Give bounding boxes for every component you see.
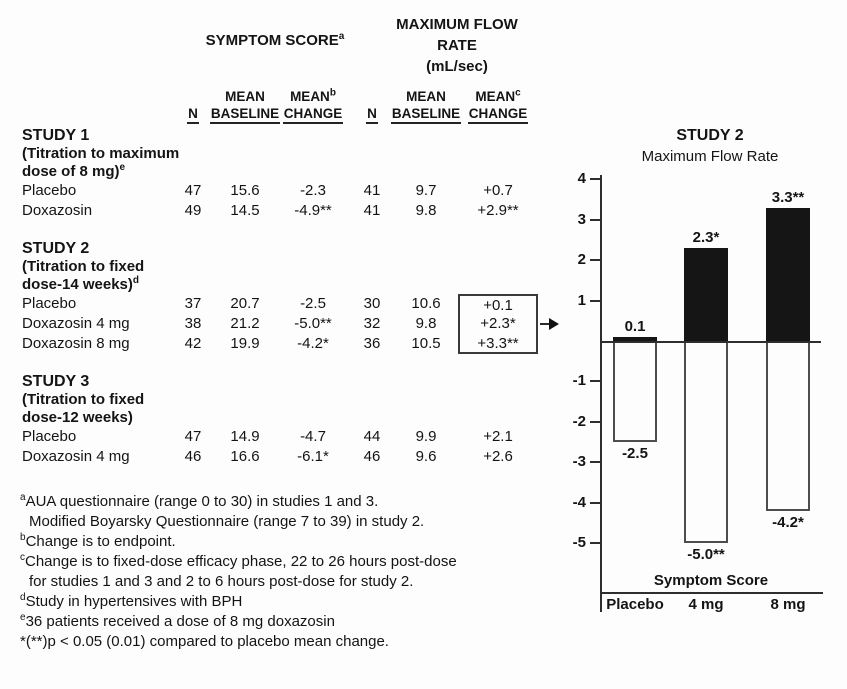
table-value: 10.6 [411, 295, 441, 312]
x-axis-line [600, 592, 823, 594]
y-tick-mark [590, 178, 600, 180]
table-value: -2.3 [300, 182, 326, 199]
col-header-top: MEAN [406, 89, 446, 104]
row-label: Placebo [22, 295, 77, 312]
symptom-score-group-header [185, 32, 365, 49]
bar-flow-label-2: 3.3** [771, 188, 805, 206]
footnote-a: $^a$AUA questionnaire (range 0 to 30) in studies 1 and 3. Modified Boyarsky Questionnaire (range 7 to 39) in study 2. [20, 492, 425, 530]
col-header-4 [391, 88, 461, 123]
table-value: +2.3* [458, 314, 538, 334]
col-header-underlined-text: CHANGE [283, 106, 344, 124]
study-subtitle-line: dose-14 weeks)$^d$ [22, 275, 139, 293]
bar-symptom-label-1: -5.0** [687, 546, 725, 563]
study-subtitle-line: (Titration to fixed [22, 258, 145, 275]
table-value: +2.1 [483, 428, 513, 445]
bar-flow-label-1: 2.3* [692, 229, 720, 247]
study-footnote-sup: e [119, 162, 126, 173]
study-subtitle-line: dose-12 weeks) [22, 409, 133, 426]
study-heading [22, 372, 538, 427]
table-value: -6.1* [297, 448, 329, 465]
efficacy-table [22, 88, 538, 467]
col-header-bottom [283, 105, 344, 122]
study-footnote-sup: d [132, 275, 139, 286]
category-label-0: Placebo [606, 596, 664, 613]
table-value: 38 [184, 315, 202, 332]
bar-symptom-label-0: -2.5 [622, 445, 648, 462]
y-tick-mark [590, 542, 600, 544]
table-value: +2.9** [477, 202, 519, 219]
col-header-3 [350, 88, 394, 123]
col-header-top: MEAN [225, 89, 265, 104]
study-heading [22, 239, 538, 294]
table-value: -4.9** [294, 202, 332, 219]
max-flow-line-2: RATE [437, 37, 477, 54]
study-subtitle-line: (Titration to maximum [22, 145, 180, 162]
table-value: -5.0** [294, 315, 332, 332]
y-tick-mark [590, 421, 600, 423]
col-header-spacer [22, 88, 172, 123]
footnote-b: $^b$Change is to endpoint. [20, 532, 176, 550]
table-value: 20.7 [230, 295, 260, 312]
row-label: Doxazosin [22, 202, 93, 219]
table-value: 9.8 [415, 202, 437, 219]
row-label: Doxazosin 8 mg [22, 335, 130, 352]
bar-symptom-1 [684, 341, 728, 543]
table-value: 32 [363, 315, 381, 332]
y-tick-mark [590, 300, 600, 302]
col-header-bottom [187, 105, 199, 122]
y-tick-mark [590, 380, 600, 382]
table-value: 30 [363, 295, 381, 312]
table-value: 14.9 [230, 428, 260, 445]
category-label-1: 4 mg [688, 596, 724, 613]
bar-flow-1 [684, 248, 728, 341]
col-header-5 [458, 88, 538, 123]
bar-symptom-0 [613, 341, 657, 442]
table-value: -4.7 [300, 428, 326, 445]
y-tick-mark [590, 219, 600, 221]
col-header-underlined-text: CHANGE [468, 106, 529, 124]
table-value: 49 [184, 202, 202, 219]
max-flow-line-3: (mL/sec) [426, 58, 488, 75]
table-value: 36 [363, 335, 381, 352]
study-subtitle-line: (Titration to fixed [22, 391, 145, 408]
chart-title: STUDY 2 [676, 127, 744, 144]
y-tick-label: -1 [572, 372, 586, 390]
study-title: STUDY 3 [22, 373, 90, 390]
table-value: 37 [184, 295, 202, 312]
study-subtitle-line: dose of 8 mg)$^e$ [22, 162, 126, 180]
table-value: 47 [184, 428, 202, 445]
table-value: 41 [363, 182, 381, 199]
table-value: 47 [184, 182, 202, 199]
chart-subtitle: Maximum Flow Rate [641, 148, 779, 165]
table-value: -2.5 [300, 295, 326, 312]
y-tick-label: 4 [577, 170, 586, 188]
max-flow-group-header [378, 14, 536, 77]
zero-baseline [600, 341, 821, 343]
table-value: +0.7 [483, 182, 513, 199]
study2-bar-chart [558, 125, 846, 665]
table-value: 44 [363, 428, 381, 445]
col-header-underlined-text: BASELINE [391, 106, 461, 124]
col-header-bottom [366, 105, 378, 122]
col-header-underlined-text: N [187, 106, 199, 124]
y-tick-label: -5 [572, 534, 586, 551]
table-value: 14.5 [230, 202, 260, 219]
table-value: 46 [184, 448, 202, 465]
table-value: 9.9 [415, 428, 437, 445]
col-header-sup: c [515, 87, 521, 99]
col-header-underlined-text: BASELINE [210, 106, 280, 124]
y-tick-label: -4 [572, 493, 586, 511]
table-value: -4.2* [297, 335, 329, 352]
footnote-star: *(**)p < 0.05 (0.01) compared to placebo mean change. [20, 633, 389, 650]
y-tick-label: -2 [572, 412, 586, 430]
col-header-0 [172, 88, 214, 123]
footnote-d: $^d$Study in hypertensives with BPH [20, 592, 243, 610]
table-value: 19.9 [230, 335, 260, 352]
max-flow-line-1: MAXIMUM FLOW [396, 16, 518, 33]
study-heading [22, 126, 538, 181]
footnote-sup: e [20, 612, 26, 623]
col-header-sup: b [329, 87, 336, 99]
col-header-underlined-text: N [366, 106, 378, 124]
row-label: Doxazosin 4 mg [22, 448, 130, 465]
col-header-bottom [468, 105, 529, 122]
table-value: 10.5 [411, 335, 441, 352]
table-value: 42 [184, 335, 202, 352]
y-tick-mark [590, 502, 600, 504]
bar-flow-label-0: 0.1 [624, 317, 646, 335]
footnote-sup: c [20, 552, 25, 563]
col-header-top: MEAN$^c$ [475, 87, 521, 104]
y-axis-line [600, 175, 602, 612]
col-header-1 [210, 88, 280, 123]
y-tick-label: -3 [572, 453, 586, 471]
table-value: 15.6 [230, 182, 260, 199]
table-value: +2.6 [483, 448, 513, 465]
y-tick-mark [590, 461, 600, 463]
row-label: Doxazosin 4 mg [22, 315, 130, 332]
arrow-shaft [540, 323, 549, 325]
col-header-bottom [391, 105, 461, 122]
y-tick-label: 2 [577, 251, 586, 269]
table-value: 41 [363, 202, 381, 219]
row-label: Placebo [22, 428, 77, 445]
col-header-top: MEAN$^b$ [290, 87, 336, 104]
footnote-c: $^c$Change is to fixed-dose efficacy phase, 22 to 26 hours post-dose for studies 1 and 3 and 2 to 6 hours post-dose for study 2. [20, 552, 457, 590]
footnotes [20, 492, 560, 652]
footnote-sup: d [20, 592, 26, 603]
table-value: 9.6 [415, 448, 437, 465]
col-header-2 [276, 88, 350, 123]
bar-flow-2 [766, 208, 810, 341]
symptom-score-label: SYMPTOM SCORE [205, 32, 339, 49]
y-tick-label: 1 [577, 291, 586, 309]
study-title: STUDY 2 [22, 240, 90, 257]
bar-symptom-label-2: -4.2* [772, 513, 804, 531]
chart-xlabel-symptom-score: Symptom Score [653, 572, 769, 589]
table-value: 9.8 [415, 315, 437, 332]
table-value: 9.7 [415, 182, 437, 199]
table-value: +0.1 [458, 294, 538, 314]
footnote-sup: b [20, 532, 26, 543]
footnote-e: $^e$36 patients received a dose of 8 mg doxazosin [20, 612, 335, 630]
col-header-bottom [210, 105, 280, 122]
table-value: 21.2 [230, 315, 260, 332]
footnote-sup: a [20, 492, 26, 503]
category-label-2: 8 mg [770, 596, 806, 613]
table-value: +3.3** [458, 334, 538, 354]
table-value: 16.6 [230, 448, 260, 465]
arrow-to-chart-icon [540, 317, 559, 331]
study-title: STUDY 1 [22, 127, 90, 144]
symptom-score-footnote-sup: a [338, 31, 345, 42]
table-value: 46 [363, 448, 381, 465]
y-tick-label: 3 [577, 210, 586, 228]
bar-symptom-2 [766, 341, 810, 511]
y-tick-mark [590, 259, 600, 261]
row-label: Placebo [22, 182, 77, 199]
